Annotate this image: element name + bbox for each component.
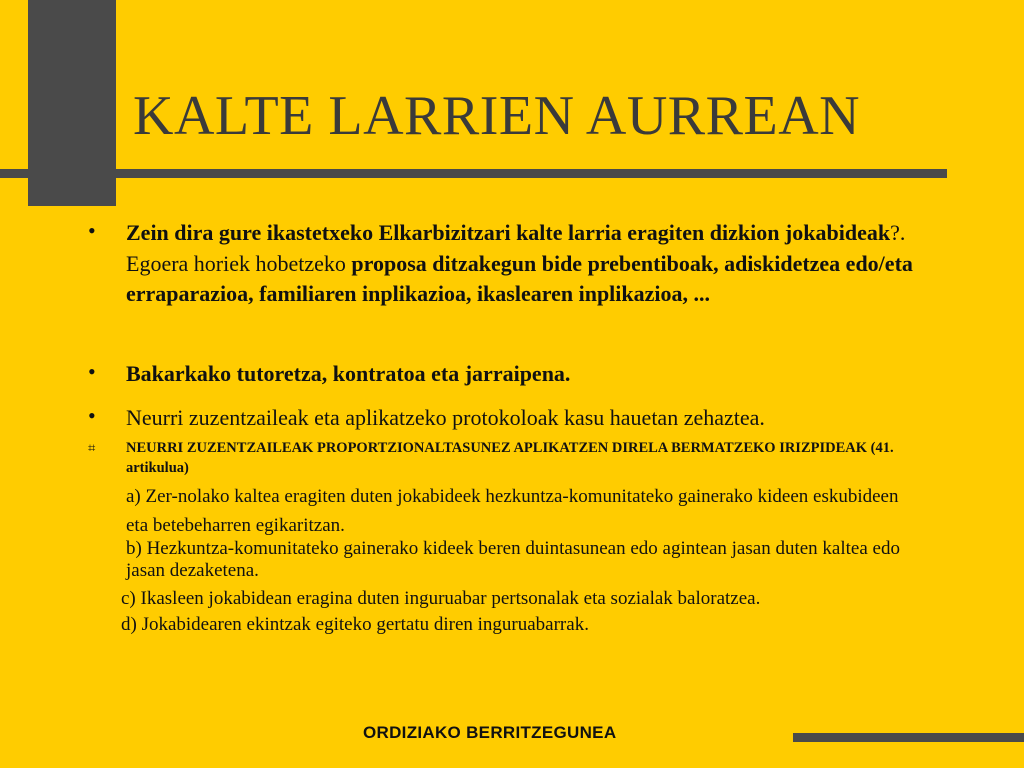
- bullet-text-1: [126, 218, 926, 310]
- bullet-1-part-2: ?. Egoera horiek hobetzeko: [126, 220, 906, 276]
- criteria-marker-icon: ⌗: [88, 441, 96, 456]
- bullet-marker: •: [88, 218, 96, 243]
- criteria-item-b: b) Hezkuntza-komunitateko gainerako kideek beren duintasunean edo agintean jasan duten kaltea edo jasan dezaketena.: [126, 538, 900, 581]
- criteria-item-c: c) Ikasleen jokabidean eragina duten inguruabar pertsonalak eta sozialak baloratzea.: [121, 588, 761, 609]
- bullet-1-part-1: Zein dira gure ikastetxeko Elkarbizitzari kalte larria eragiten dizkion jokabideak: [126, 220, 891, 245]
- slide-title: KALTE LARRIEN AURREAN: [133, 85, 861, 147]
- footer-organization: ORDIZIAKO BERRITZEGUNEA: [363, 723, 617, 742]
- criteria-item-d: d) Jokabidearen ekintzak egiteko gertatu diren inguruabarrak.: [121, 614, 589, 635]
- criteria-item-a: a) Zer-nolako kaltea eragiten duten jokabideek hezkuntza-komunitateko gainerako kideen eskubideen eta betebeharren egikaritzan.: [126, 486, 899, 536]
- bullet-text-3: Neurri zuzentzaileak eta aplikatzeko protokoloak kasu hauetan zehaztea.: [126, 405, 765, 430]
- title-underline-bar: [0, 169, 947, 178]
- footer-decorative-bar: [793, 733, 1024, 742]
- bullet-text-2: Bakarkako tutoretza, kontratoa eta jarraipena.: [126, 361, 571, 386]
- bullet-1-part-3: proposa ditzakegun bide prebentiboak, adiskidetzea edo/eta erraparazioa, familiaren inplikazioa, ikaslearen inplikazioa, ...: [126, 250, 913, 306]
- criteria-heading: NEURRI ZUZENTZAILEAK PROPORTZIONALTASUNEZ APLIKATZEN DIRELA BERMATZEKO IRIZPIDEAK (41. artikulua): [126, 440, 894, 476]
- bullet-marker: •: [88, 359, 96, 384]
- bullet-marker: •: [88, 403, 96, 428]
